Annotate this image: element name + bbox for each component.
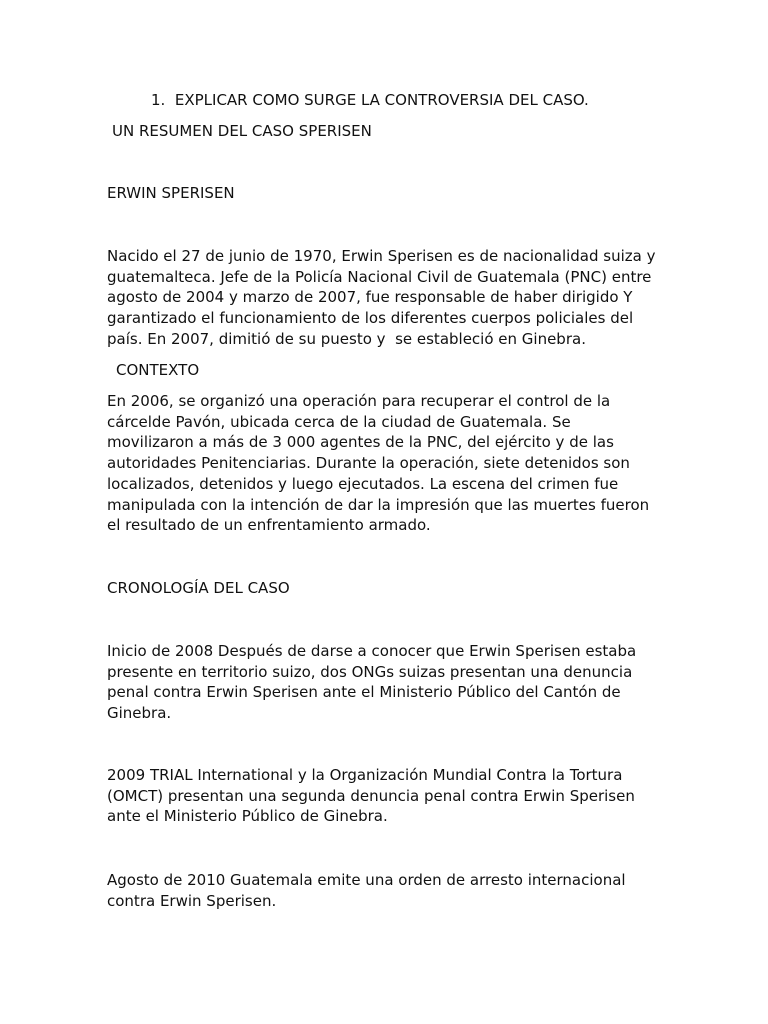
- context-line: movilizaron a más de 3 000 agentes de la PNC, del ejército y de las: [107, 433, 614, 452]
- context-line: En 2006, se organizó una operación para recuperar el control de la: [107, 392, 611, 410]
- section-heading-name: ERWIN SPERISEN: [107, 184, 235, 202]
- chronology-line: Ginebra.: [107, 704, 172, 723]
- chronology-line: (OMCT) presentan una segunda denuncia penal contra Erwin Sperisen: [107, 786, 635, 805]
- chronology-entry-2008: [107, 641, 667, 724]
- list-number: 1.: [151, 91, 166, 109]
- chronology-line: presente en territorio suizo, dos ONGs suizas presentan una denuncia: [107, 662, 633, 681]
- bio-line: garantizado el funcionamiento de los diferentes cuerpos policiales del: [107, 309, 634, 328]
- chronology-line: ante el Ministerio Público de Ginebra.: [107, 807, 388, 826]
- chronology-line: penal contra Erwin Sperisen ante el Ministerio Público del Cantón de: [107, 683, 621, 702]
- bio-line: agosto de 2004 y marzo de 2007, fue responsable de haber dirigido Y: [107, 288, 633, 307]
- bio-paragraph: [107, 246, 667, 350]
- bio-line: país. En 2007, dimitió de su puesto y se estableció en Ginebra.: [107, 329, 586, 348]
- context-line: localizados, detenidos y luego ejecutados. La escena del crimen fue: [107, 474, 619, 493]
- context-line: autoridades Penitenciarias. Durante la operación, siete detenidos son: [107, 454, 630, 473]
- chronology-line: contra Erwin Sperisen.: [107, 891, 277, 910]
- chronology-entry-2009: [107, 765, 667, 827]
- section-heading-context: CONTEXTO: [116, 361, 200, 379]
- bio-line: Nacido el 27 de junio de 1970, Erwin Sperisen es de nacionalidad suiza y: [107, 247, 656, 265]
- chronology-line: Inicio de 2008 Después de darse a conocer que Erwin Sperisen estaba: [107, 642, 637, 660]
- context-line: cárcelde Pavón, ubicada cerca de la ciudad de Guatemala. Se: [107, 412, 571, 431]
- chronology-line: Agosto de 2010 Guatemala emite una orden de arresto internacional: [107, 871, 626, 889]
- context-line: el resultado de un enfrentamiento armado.: [107, 516, 431, 535]
- numbered-heading-text: EXPLICAR COMO SURGE LA CONTROVERSIA DEL CASO.: [174, 91, 589, 109]
- document-subtitle: UN RESUMEN DEL CASO SPERISEN: [112, 122, 372, 140]
- section-heading-chronology: CRONOLOGÍA DEL CASO: [107, 579, 290, 597]
- numbered-heading: [151, 90, 589, 111]
- chronology-entry-2010: [107, 870, 667, 911]
- context-line: manipulada con la intención de dar la impresión que las muertes fueron: [107, 495, 650, 514]
- chronology-line: 2009 TRIAL International y la Organización Mundial Contra la Tortura: [107, 766, 623, 784]
- bio-line: guatemalteca. Jefe de la Policía Nacional Civil de Guatemala (PNC) entre: [107, 267, 652, 286]
- context-paragraph: [107, 391, 667, 536]
